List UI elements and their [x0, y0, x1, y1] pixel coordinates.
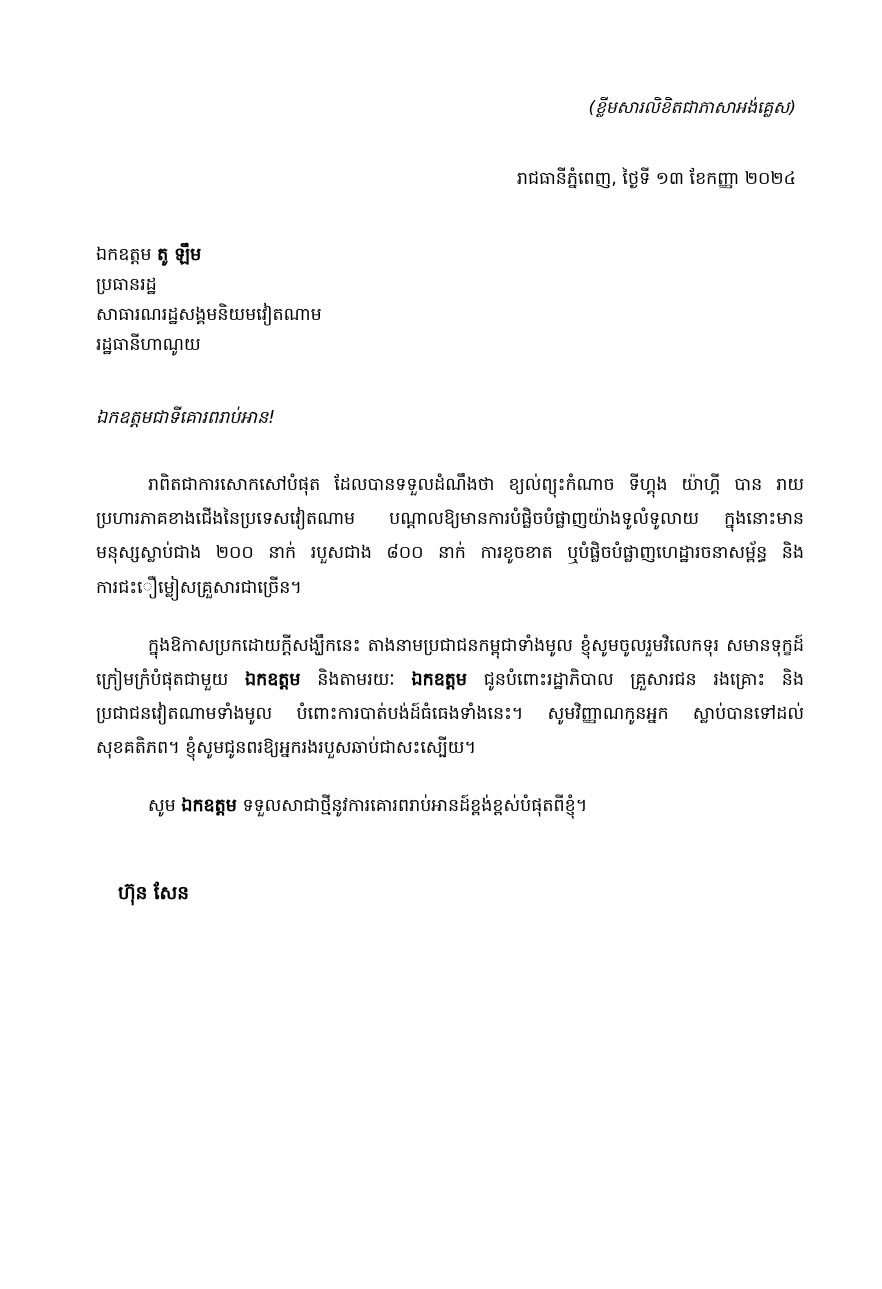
paragraph-2-segment-1: ក្នុងឱកាសប្រកដោយក្តីសង្ឃឹកនេះ តាងនាមប្រជាជនកម្ពុជាទាំងមូល ខ្ញុំសូមចូលរួមវិលេកទុរ សមានទុក្ខដ៍ក្រៀមក្រំបំផុតជាមួយ — [96, 635, 804, 690]
signature-name: ហ៊ុន សែន — [118, 883, 190, 905]
addressee-line-1 — [96, 240, 804, 270]
paragraph-1-segment-1: រាពិតជាការសោកសៅបំផុត ដែលបានទទួលដំណឹងថា ខ្យល់ព្យុះកំណាច ទីហ្គុង យ៉ាហ្គី បាន រាយប្រហារភាគខាងជើងនៃប្រទេសវៀតណាម — [96, 475, 804, 530]
paragraph-2-honorific-2: ឯកឧត្តម — [411, 669, 468, 690]
closing-prefix: សូម — [148, 796, 182, 817]
paragraph-1-segment-2: បណ្តាលឱ្យមានការបំផ្លិចបំផ្លាញយ៉ាងទូលំទូលាយ ក្នុងនោះមានមនុស្សស្លាប់ជាង ២០០ នាក់ របួសជាង ៨០០ នាក់ ការខូចខាត ឬបំផ្លិចបំផ្លាញហេដ្ឋារចនាសម្ព័ន្ធ និងការជះឿម្លៀសគ្រួសារជាច្រើន។ — [96, 509, 804, 598]
addressee-honorific: ឯកឧត្តម — [96, 244, 158, 265]
place-and-date: រាជធានីភ្នំពេញ, ថ្ងៃទី ១៣ ខែកញ្ញា ២០២៤ — [516, 168, 796, 189]
paragraph-2-segment-2: និងតាមរយៈ — [300, 669, 412, 690]
body-paragraph-1 — [96, 468, 804, 605]
closing-paragraph — [96, 789, 804, 823]
addressee-line-4: រដ្ឋធានីហាណូយ — [96, 335, 201, 356]
closing-honorific: ឯកឧត្តម — [181, 796, 237, 817]
paragraph-2-honorific-1: ឯកឧត្តម — [244, 669, 301, 690]
body-paragraph-2 — [96, 629, 804, 766]
salutation: ឯកឧត្តមជាទីគោរពរាប់អាន! — [96, 408, 276, 429]
document-note: (ខ្លីមសារលិខិតជាភាសាអង់គ្លេស) — [588, 98, 796, 118]
addressee-line-3: សាធារណរដ្ឋសង្គមនិយមវៀតណាម — [96, 304, 322, 325]
addressee-line-2: ប្រធានរដ្ឋ — [96, 274, 157, 295]
page-bottom-space — [96, 909, 804, 1249]
addressee-name: តូ ឡឹម — [157, 244, 202, 265]
closing-suffix: ទទួលសាជាថ្មីនូវការគោរពរាប់អានដ៍ខ្ពង់ខ្ពស់បំផុតពីខ្ញុំ។ — [236, 796, 588, 817]
paragraph-2-segment-3: ជូនបំពោះរដ្ឋាភិបាល គ្រួសារជន រងគ្រោះ និងប្រជាជនវៀតណាមទាំងមូល បំពោះការបាត់បង់ដ៍ធំធេងទាំងនេះ។ សូមវិញ្ញាណកូនអ្នក ស្លាប់បានទៅដល់សុខគតិភព។ ខ្ញុំសូមជូនពរឱ្យអ្នករងរបួសឆាប់ជាសះស្បើយ។ — [96, 669, 805, 758]
addressee-block — [96, 240, 804, 360]
